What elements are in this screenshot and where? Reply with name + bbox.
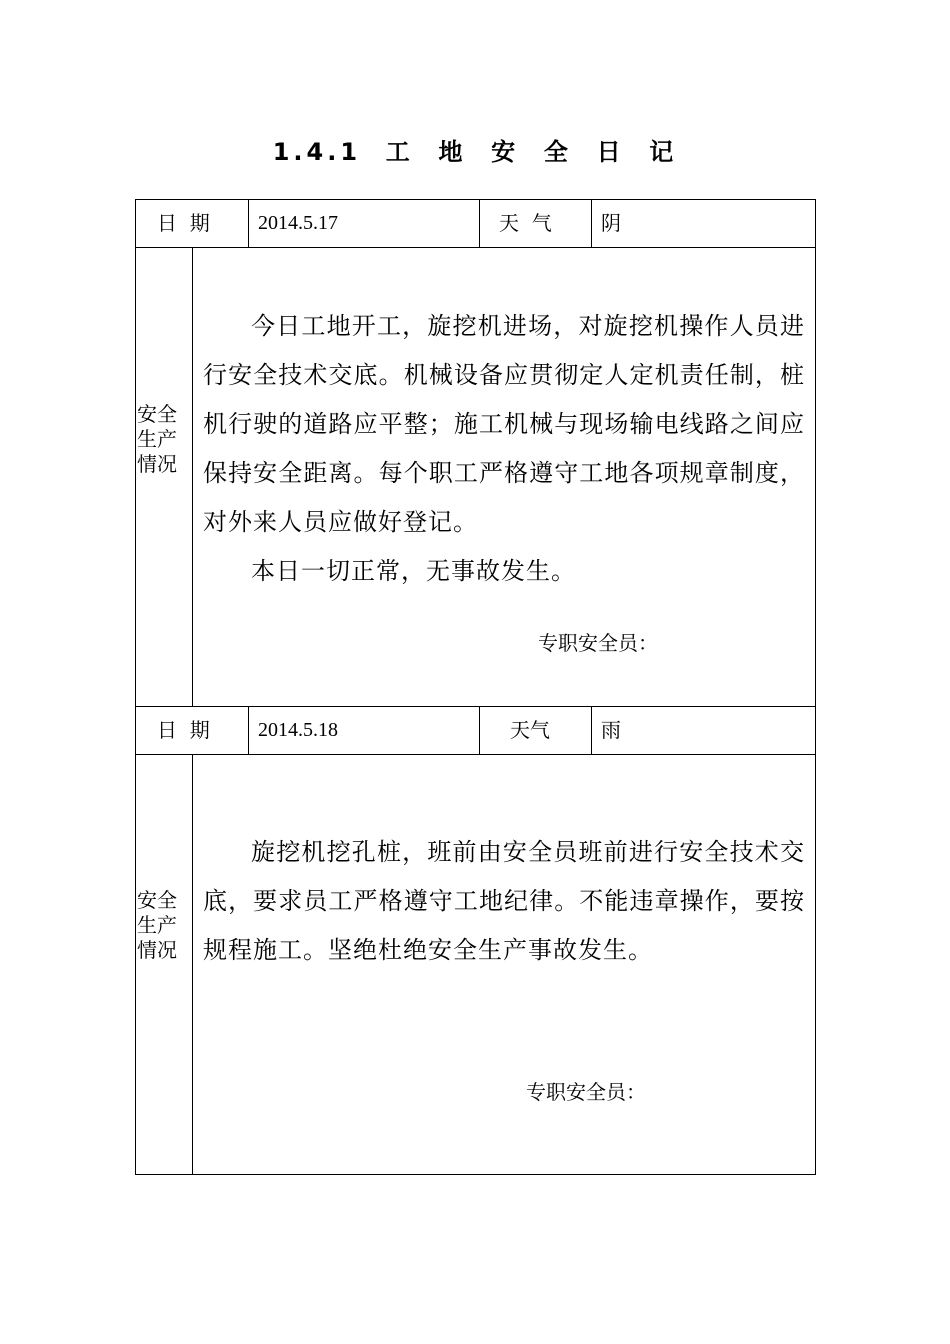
divider: [192, 247, 193, 706]
date-value: 2014.5.18: [258, 719, 338, 741]
divider: [192, 754, 193, 1175]
weather-label: 天气: [510, 718, 550, 742]
log-content: [203, 302, 805, 596]
weather-value: 雨: [601, 718, 621, 742]
divider: [135, 247, 816, 248]
safety-officer-label: 专职安全员：: [526, 1080, 646, 1104]
log-paragraph: 本日一切正常，无事故发生。: [251, 557, 576, 585]
divider: [248, 706, 249, 754]
weather-value: 阴: [601, 211, 621, 235]
divider: [591, 706, 592, 754]
page-title: 1.4.1 工 地 安 全 日 记: [272, 138, 678, 166]
divider: [591, 199, 592, 247]
section-label: 安全生产情况: [137, 888, 177, 962]
log-content: [203, 828, 805, 975]
date-label: 日 期: [157, 718, 210, 742]
safety-officer-label: 专职安全员：: [538, 631, 658, 655]
log-paragraph: 今日工地开工，旋挖机进场，对旋挖机操作人员进行安全技术交底。机械设备应贯彻定人定机责任制，桩机行驶的道路应平整；施工机械与现场输电线路之间应保持安全距离。每个职工严格遵守工地各项规章制度，对外来人员应做好登记。: [203, 312, 805, 536]
divider: [248, 199, 249, 247]
divider: [135, 706, 816, 707]
divider: [479, 199, 480, 247]
log-paragraph: 旋挖机挖孔桩，班前由安全员班前进行安全技术交底，要求员工严格遵守工地纪律。不能违章操作，要按规程施工。坚绝杜绝安全生产事故发生。: [203, 838, 805, 964]
date-label: 日 期: [157, 211, 210, 235]
weather-label: 天 气: [499, 211, 552, 235]
divider: [135, 754, 816, 755]
divider: [479, 706, 480, 754]
section-label: 安全生产情况: [137, 402, 177, 476]
date-value: 2014.5.17: [258, 212, 338, 234]
